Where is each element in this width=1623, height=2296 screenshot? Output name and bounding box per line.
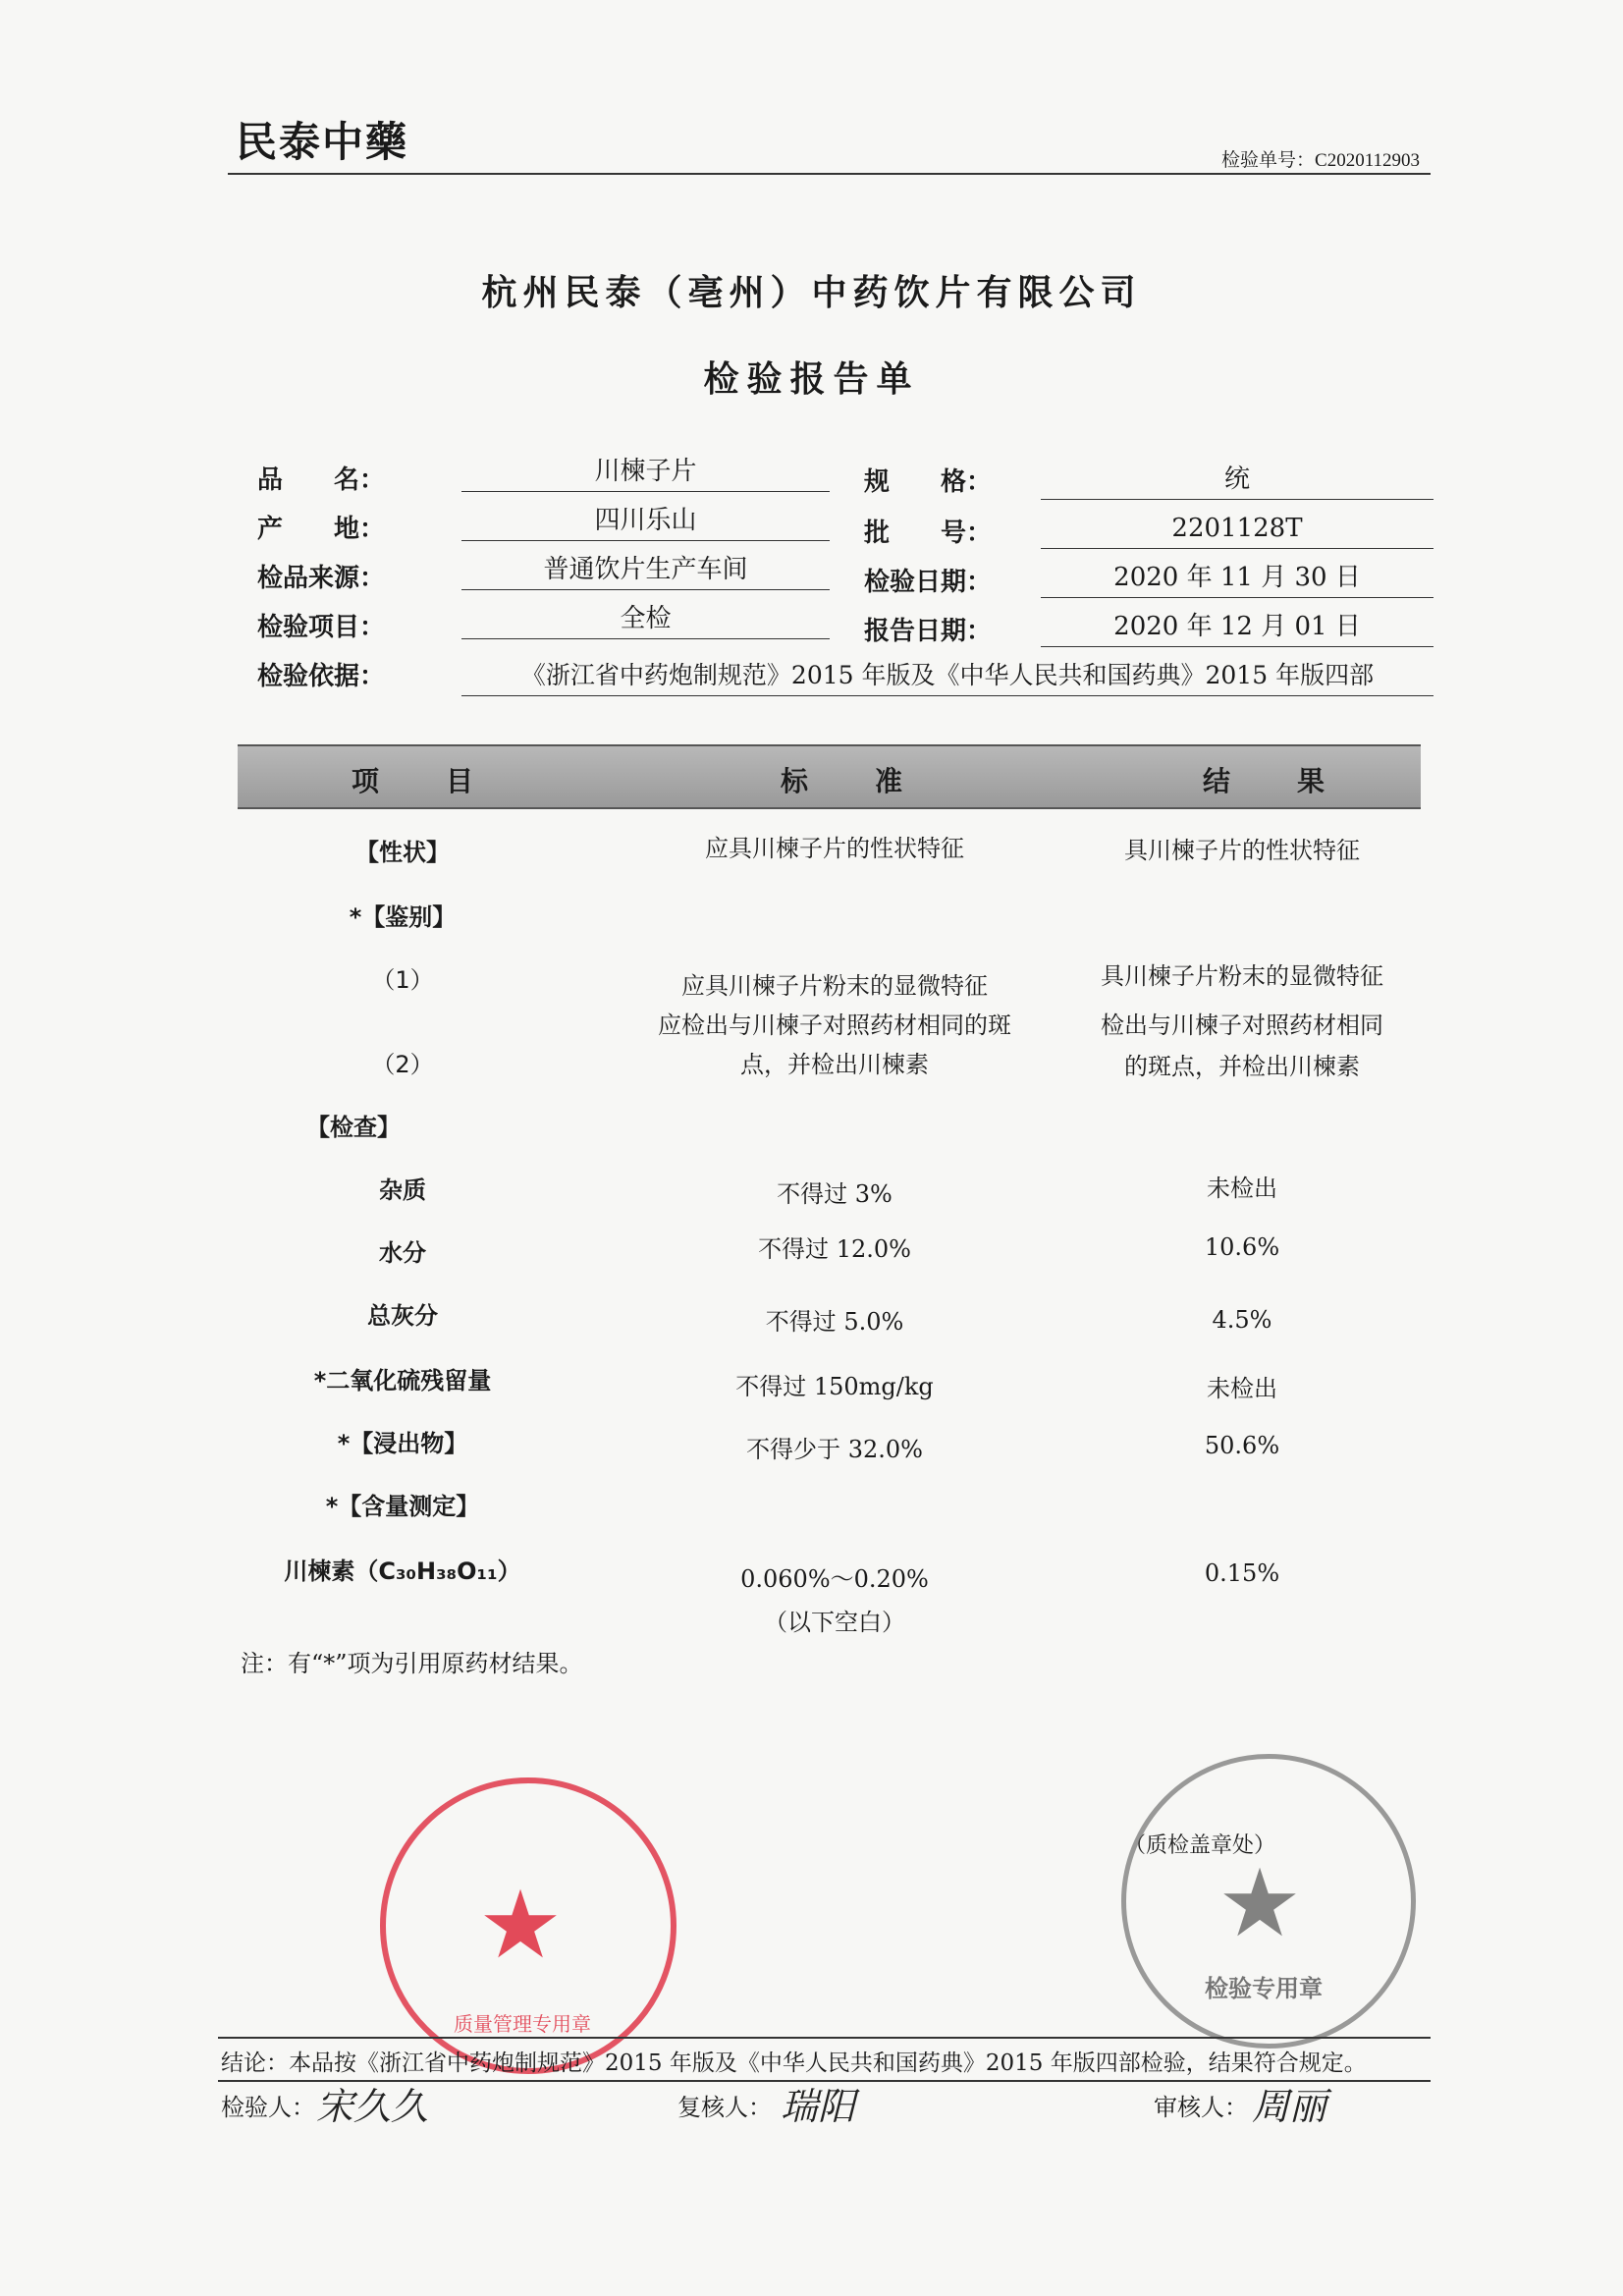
table-row-item: 【性状】 <box>355 839 450 866</box>
approver-label: 审核人： <box>1154 2094 1248 2121</box>
company-name: 杭州民泰（亳州）中药饮片有限公司 <box>481 273 1142 313</box>
reviewer-label: 复核人： <box>677 2094 772 2121</box>
table-row-standard: 不得过 5.0% <box>765 1308 904 1336</box>
table-header-item: 项 目 <box>352 765 494 797</box>
table-row-standard: 不得过 3% <box>777 1180 893 1208</box>
product-value: 川楝子片 <box>461 452 830 492</box>
inspector-label: 检验人： <box>221 2094 315 2121</box>
report-date-label: 报告日期： <box>864 617 993 646</box>
source-value: 普通饮片生产车间 <box>461 550 830 590</box>
basis-value: 《浙江省中药炮制规范》2015 年版及《中华人民共和国药典》2015 年版四部 <box>461 656 1434 696</box>
conclusion-divider <box>218 2037 1431 2039</box>
report-date-value: 2020 年 12 月 01 日 <box>1041 607 1434 647</box>
spec-value: 统 <box>1041 460 1434 500</box>
seal-star-icon: ★ <box>478 1870 564 1980</box>
inspect-date-label: 检验日期： <box>864 568 993 597</box>
source-label: 检品来源： <box>257 564 386 593</box>
items-value: 全检 <box>461 599 830 639</box>
table-row-result: 未检出 <box>1207 1375 1277 1402</box>
table-row-result: 4.5% <box>1212 1306 1272 1334</box>
batch-label: 批 号： <box>864 519 993 548</box>
batch-value: 2201128T <box>1041 509 1434 549</box>
table-row-standard: 不得过 150mg/kg <box>735 1373 934 1400</box>
table-row-result: 50.6% <box>1204 1432 1280 1459</box>
origin-label: 产 地： <box>257 515 386 544</box>
quality-seal-text: 质量管理专用章 <box>454 2012 591 2036</box>
table-row-item: 总灰分 <box>367 1302 438 1330</box>
inspect-date-value: 2020 年 11 月 30 日 <box>1041 558 1434 598</box>
table-row-result: 具川楝子片粉末的显微特征 <box>1101 962 1383 990</box>
reviewer-signature: 瑞阳 <box>781 2085 856 2128</box>
table-header-standard: 标 准 <box>781 765 923 797</box>
company-logo: 民泰中藥 <box>236 118 409 166</box>
table-row-item: （1） <box>371 966 434 994</box>
table-row-item: 水分 <box>379 1239 426 1267</box>
table-row-standard: 不得过 12.0% <box>758 1235 911 1263</box>
approver-signature: 周丽 <box>1252 2085 1327 2128</box>
table-row-result-line2: 的斑点，并检出川楝素 <box>1124 1053 1360 1080</box>
table-row-standard: 应具川楝子片的性状特征 <box>705 835 964 862</box>
table-row-standard: 0.060%～0.20% <box>740 1565 929 1593</box>
table-row-item: *二氧化硫残留量 <box>313 1367 492 1394</box>
inspector-signature: 宋久久 <box>316 2085 429 2128</box>
inspection-seal-text: 检验专用章 <box>1205 1975 1323 2002</box>
table-row-standard-line2: 点，并检出川楝素 <box>740 1051 929 1078</box>
header-divider <box>228 173 1431 175</box>
table-row-result: 10.6% <box>1204 1233 1280 1261</box>
table-row-item: 【检查】 <box>306 1114 401 1141</box>
table-row-item: （2） <box>371 1051 434 1078</box>
table-header-result: 结 果 <box>1203 765 1345 797</box>
product-label: 品 名： <box>257 465 386 495</box>
end-of-table-note: （以下空白） <box>764 1609 905 1636</box>
table-row-result: 具川楝子片的性状特征 <box>1124 837 1360 864</box>
document-title: 检验报告单 <box>703 359 920 400</box>
footnote: 注：有“*”项为引用原药材结果。 <box>241 1650 583 1677</box>
table-row-item: *【含量测定】 <box>325 1493 480 1520</box>
table-row-item: *【浸出物】 <box>337 1430 468 1457</box>
table-row-item: 杂质 <box>379 1176 426 1204</box>
origin-value: 四川乐山 <box>461 501 830 541</box>
table-row-result-line1: 检出与川楝子对照药材相同 <box>1101 1011 1383 1039</box>
table-row-standard: 不得少于 32.0% <box>746 1436 923 1463</box>
table-row-result: 未检出 <box>1207 1175 1277 1202</box>
table-row-standard-line1: 应检出与川楝子对照药材相同的斑 <box>658 1011 1011 1039</box>
seal-star-icon: ★ <box>1217 1848 1303 1958</box>
table-row-standard: 应具川楝子片粉末的显微特征 <box>681 972 988 1000</box>
basis-label: 检验依据： <box>257 662 386 691</box>
report-number: 检验单号：C2020112903 <box>1221 150 1420 171</box>
table-row-item: 川楝素（C₃₀H₃₈O₁₁） <box>284 1558 521 1585</box>
conclusion-text: 结论：本品按《浙江省中药炮制规范》2015 年版及《中华人民共和国药典》2015 年版四部检验，结果符合规定。 <box>221 2050 1367 2076</box>
table-row-result: 0.15% <box>1204 1559 1280 1587</box>
qc-stamp-label: （质检盖章处） <box>1124 1833 1276 1858</box>
spec-label: 规 格： <box>864 467 993 497</box>
items-label: 检验项目： <box>257 613 386 642</box>
table-row-item: *【鉴别】 <box>349 903 457 931</box>
